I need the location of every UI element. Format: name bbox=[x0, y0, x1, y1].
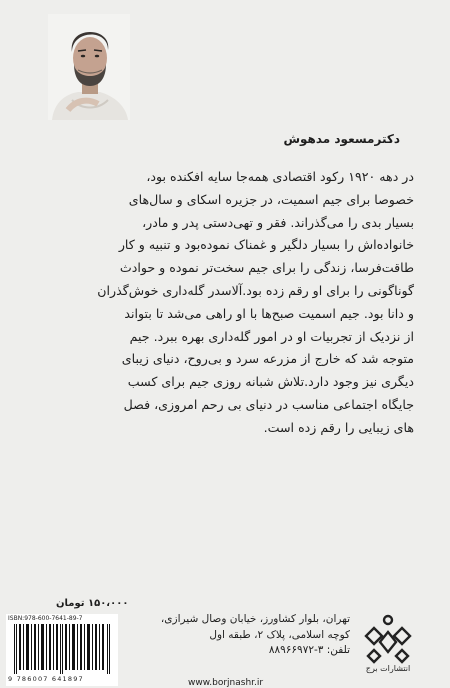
address-line: تهران، بلوار کشاورز، خیابان وصال شیرازی، bbox=[160, 613, 350, 625]
synopsis-line: طاقت‌فرسا، زندگی را برای جیم سخت‌تر نموده و حوادث bbox=[119, 260, 414, 276]
publisher-name: انتشارات برج bbox=[365, 664, 411, 673]
price-label: ۱۵۰،۰۰۰ تومان bbox=[56, 598, 129, 609]
synopsis-line: های زیبایی را رقم زده است. bbox=[263, 419, 414, 435]
website-link[interactable]: www.borjnashr.ir bbox=[188, 678, 264, 688]
author-name: دکترمسعود مدهوش bbox=[283, 132, 400, 146]
synopsis-line: در دهه ۱۹۲۰ رکود اقتصادی همه‌جا سایه افکنده بود، bbox=[146, 169, 414, 184]
synopsis-line: دیگری نیز وجود دارد.تلاش شبانه روزی جیم برای کسب bbox=[127, 374, 414, 390]
synopsis-line: گوناگونی را برای او رقم زده بود.آلاسدر گله‌داری خوش‌گذران bbox=[97, 282, 414, 298]
barcode-number: 9 786007 641897 bbox=[8, 675, 84, 683]
synopsis-line: جایگاه اجتماعی مناسب در دنیای بی رحم امروزی، فصل bbox=[123, 396, 414, 412]
synopsis-line: و دانا بود. جیم اسمیت صبح‌ها با او راهی می‌شد تا بتواند bbox=[124, 305, 414, 321]
barcode-bars bbox=[14, 624, 112, 674]
isbn-label: ISBN:978-600-7641-89-7 bbox=[8, 615, 83, 622]
synopsis-line: متوجه شد که خارج از مزرعه سرد و بی‌روح، دنیای زیبای bbox=[121, 351, 414, 367]
barcode bbox=[6, 614, 118, 686]
synopsis-line: خانواده‌اش را بسیار دلگیر و غمناک نموده‌بود و تنبیه و کار bbox=[118, 237, 414, 253]
phone-line: تلفن: ۳-۸۸۹۶۶۹۷۲ bbox=[268, 644, 350, 656]
synopsis-line: خصوصا برای جیم اسمیت، در جزیره اسکای و سال‌های bbox=[128, 191, 414, 207]
publisher-address bbox=[140, 612, 350, 659]
synopsis-line: از نزدیک از تجربیات او در امور گله‌داری بهره ببرد. جیم bbox=[129, 328, 414, 344]
synopsis-line: بسیار بدی را می‌گذراند. فقر و تهی‌دستی پدر و مادر، bbox=[142, 214, 414, 230]
address-line: کوچه اسلامی، پلاک ۲، طبقه اول bbox=[209, 628, 350, 641]
author-photo bbox=[48, 14, 130, 120]
back-cover-synopsis bbox=[40, 166, 414, 440]
